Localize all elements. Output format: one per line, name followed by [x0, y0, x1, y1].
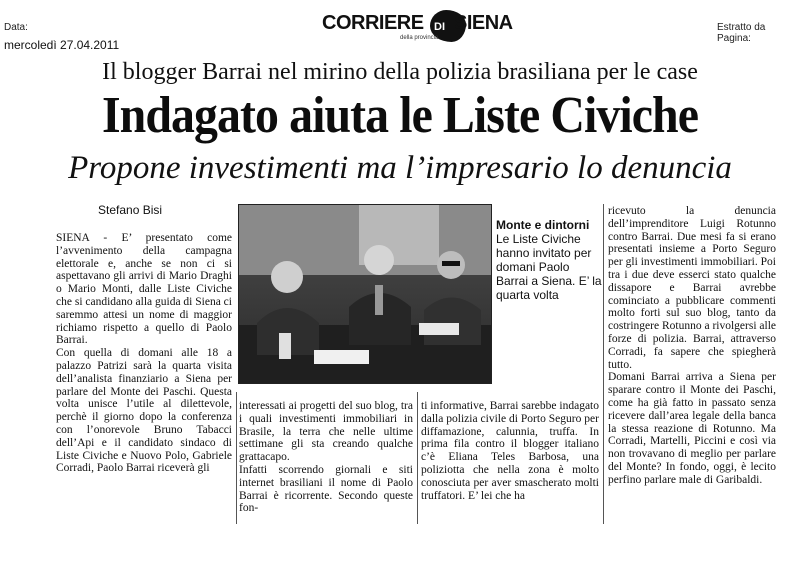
logo-subtitle: della provincia: [400, 35, 439, 41]
article-photo: [238, 204, 492, 384]
newspaper-logo: [322, 12, 513, 42]
article-column-4: ricevuto la denuncia dell’imprenditore Luigi Rotunno contro Barrai. Due mesi fa si erano presentati insieme a Porto Seguro per gli investimenti immobiliari. Poi tra i due deve esserci stato qualche dissapore e Barrai avrebbe cominciato a pubblicare commenti molto forti sul suo blog, tanto da costringere Rotunno a rivolgersi alle forze di polizia. Barrai, attraverso Corradi, fa sapere che spiegherà tutto. Domani Barrai arriva a Siena per sparare contro il Monte dei Paschi, come ha già fatto in passato senza ricevere dall’area legale della banca la stessa reazione di Rotunno. Ma Corradi, Martelli, Piccini e così via non trovavano di meglio per parlare del Monte? In fondo, oggi, è lecito perfino parlare male di Garibaldi.: [608, 205, 776, 486]
date-label: Data:: [4, 22, 28, 33]
article-overline: Il blogger Barrai nel mirino della polizia brasiliana per le case: [102, 59, 698, 85]
caption-title: Monte e dintorni: [496, 218, 590, 232]
article-subhead: Propone investimenti ma l’impresario lo denuncia: [68, 150, 732, 186]
column-divider-3: [603, 204, 604, 524]
column-divider-2: [417, 392, 418, 524]
issue-date: mercoledì 27.04.2011: [4, 38, 120, 52]
caption-body: Le Liste Civiche hanno invitato per domani Paolo Barrai a Siena. E’ la quarta volta: [496, 232, 602, 302]
column-divider-1: [236, 392, 237, 524]
logo-left-word: CORRIERE: [322, 12, 424, 34]
extract-label: Estratto da Pagina:: [717, 22, 766, 44]
article-headline: Indagato aiuta le Liste Civiche: [101, 87, 699, 144]
article-column-2: interessati ai progetti del suo blog, tra i quali investimenti immobiliari in Brasile, la terra che nelle ultime settimane gli sta creando qualche grattacapo. Infatti scorrendo giornali e siti internet brasiliani il nome di Paolo Barrai è ricorrente. Secondo queste fon-: [239, 400, 413, 515]
logo-di: DI: [434, 21, 445, 33]
photo-caption: [496, 218, 602, 302]
article-column-1: SIENA - E’ presentato come l’avvenimento della campagna elettorale e, anche se non ci si aspettavano gli arrivi di Mario Draghi o Mario Monti, dalle Liste Civiche che si candidano alla guida di Siena ci saremmo attesi un nome di maggior richiamo rispetto a quello di Paolo Barrai. Con quella di domani alle 18 a palazzo Patrizi sarà la quarta visita dell’analista finanziario a Siena per parlare del Monte dei Paschi. Questa volta unisce l’utile al dilettevole, perchè il giorno dopo la conferenza con l’onorevole Bruno Tabacci dell’Api e il candidato sindaco di Liste Civiche e Nuovo Polo, Gabriele Corradi, Paolo Barrai riceverà gli: [56, 232, 232, 475]
press-conference-photo: [239, 205, 491, 383]
article-column-3: ti informative, Barrai sarebbe indagato dalla polizia civile di Porto Seguro per diffamazione, calunnia, truffa. In prima fila contro il blogger italiano c’è Eliana Teles Barbosa, una poliziotta che nella zona è molto conosciuta per aver smascherato molti truffatori. E’ lei che ha: [421, 400, 599, 502]
logo-right-word: SIENA: [454, 12, 513, 34]
article-byline: Stefano Bisi: [98, 203, 163, 217]
